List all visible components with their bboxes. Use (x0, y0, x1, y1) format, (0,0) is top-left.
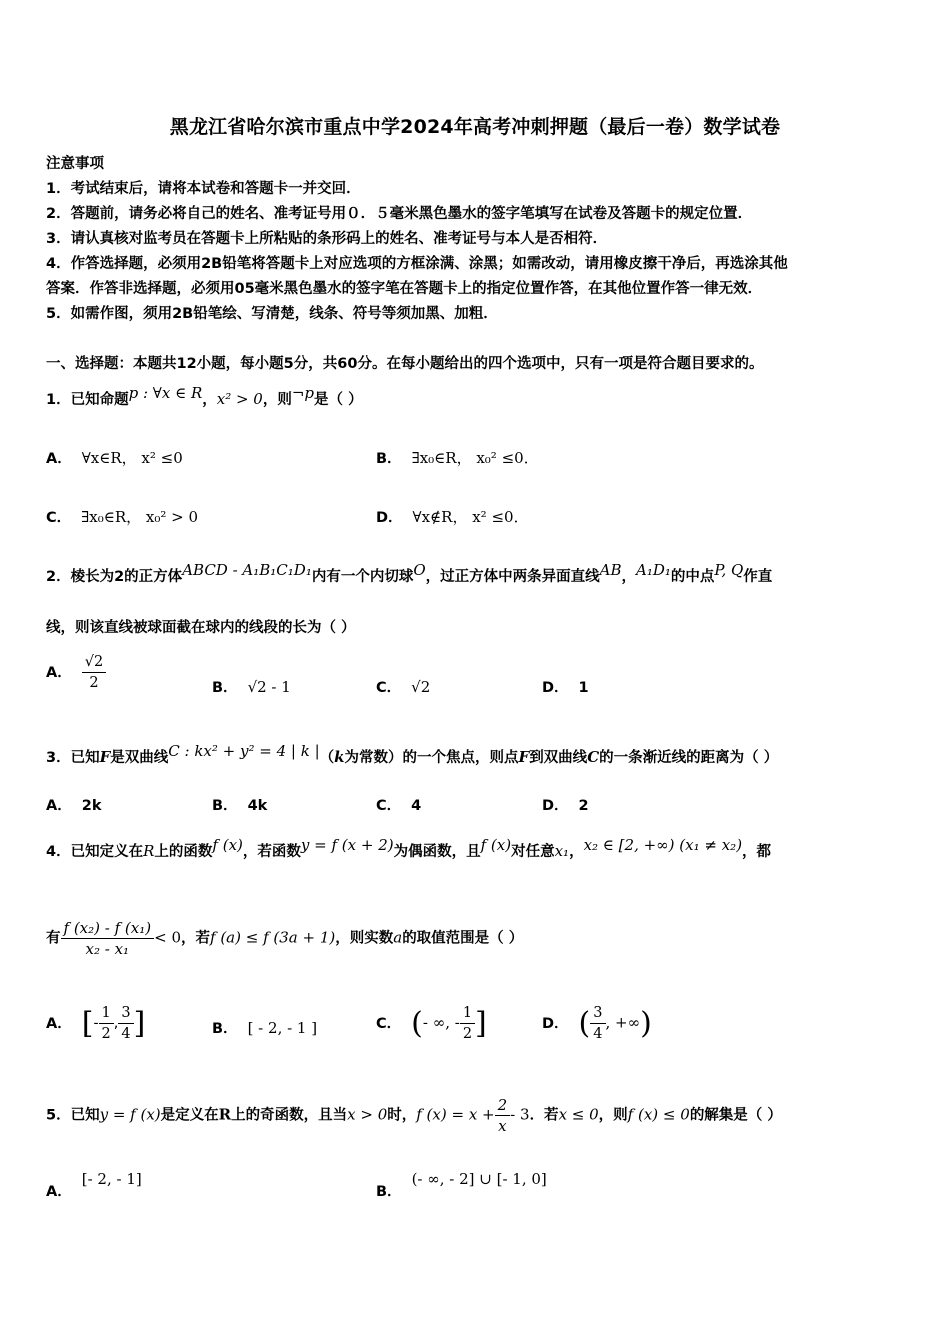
question-4-line-2: 有 $\frac{\text{f (x₂) - f (x₁)}}{\text{x₂ - x₁}}$ < 0，若f (a) ≤ f (3a + 1)，则实数a的取值范围是（ ） (46, 919, 524, 958)
q1-option-d: D． ∀x∉R， x² ≤0． (376, 508, 529, 526)
q4-option-a: A． [- $\frac{1}{2}$ , $\frac{3}{4}$ ] (46, 1005, 146, 1042)
notice-item-4-cont: 答案．作答非选择题，必须用05毫米黑色墨水的签字笔在答题卡上的指定位置作答，在其他位置作答一律无效． (46, 281, 763, 297)
q2-option-a: A． $\frac{√2}{2}$ (46, 652, 106, 693)
q3-option-c: C． 4 (376, 798, 422, 814)
q1-proposition-p: p : ∀x ∈ R (128, 384, 203, 402)
notice-item-3: 3．请认真核对监考员在答题卡上所粘贴的条形码上的姓名、准考证号与本人是否相符． (46, 231, 608, 247)
question-2-line-2: 线，则该直线被球面截在球内的线段的长为（ ） (46, 620, 356, 636)
notice-item-5: 5．如需作图，须用2B铅笔绘、写清楚，线条、符号等须加黑、加粗． (46, 306, 498, 322)
question-4: 4．已知定义在R上的函数f (x)，若函数y = f (x + 2)为偶函数，且f (x)对任意x₁，x₂ ∈ [2, +∞) (x₁ ≠ x₂)，都 (46, 836, 772, 860)
q3-option-a: A． 2k (46, 798, 102, 814)
q4-option-b: B． [ - 2, - 1 ] (212, 1019, 318, 1037)
notice-item-4: 4．作答选择题，必须用2B铅笔将答题卡上对应选项的方框涂满、涂黑；如需改动，请用橡皮擦干净后，再选涂其他 (46, 256, 788, 272)
notice-item-1: 1．考试结束后，请将本试卷和答题卡一并交回． (46, 181, 361, 197)
notice-item-2: 2．答题前，请务必将自己的姓名、准考证号用０．５毫米黑色墨水的签字笔填写在试卷及答题卡的规定位置． (46, 206, 753, 222)
question-5: 5．已知y = f (x)是定义在R上的奇函数，且当x > 0时，f (x) = x + $\frac{2}{x}$ - 3．若x ≤ 0，则f (x) ≤ 0的解集是（ ） (46, 1096, 782, 1135)
notice-heading: 注意事项 (46, 156, 104, 172)
q1-option-b: B． ∃x₀∈R， x₀² ≤0． (376, 449, 539, 467)
q2-option-c: C． √2 (376, 678, 431, 696)
question-3: 3．已知F是双曲线C : kx² + y² = 4 | k |（k为常数）的一个焦点，则点F到双曲线C的一条渐近线的距离为（ ） (46, 742, 779, 766)
q3-option-b: B． 4k (212, 798, 268, 814)
q5-option-a: A．[- 2, - 1] (46, 1170, 142, 1200)
q4-option-d: D． ( $\frac{3}{4}$ , +∞) (542, 1005, 652, 1042)
q2-option-d: D． 1 (542, 680, 589, 696)
q4-option-c: C． (- ∞, - $\frac{1}{2}$ ] (376, 1005, 487, 1042)
page-title: 黑龙江省哈尔滨市重点中学2024年高考冲刺押题（最后一卷）数学试卷 (169, 116, 781, 138)
q1-option-c: C． ∃x₀∈R， x₀² > 0 (46, 508, 199, 526)
q1-option-a: A． ∀x∈R， x² ≤0 (46, 449, 183, 467)
question-1: 1．已知命题p : ∀x ∈ R，x² > 0，则¬p是（ ） (46, 384, 363, 408)
section-heading: 一、选择题：本题共12小题，每小题5分，共60分。在每小题给出的四个选项中，只有一项是符合题目要求的。 (46, 356, 764, 372)
question-2: 2．棱长为2的正方体ABCD - A₁B₁C₁D₁内有一个内切球O，过正方体中两条异面直线AB，A₁D₁的中点P, Q作直 (46, 561, 773, 585)
q5-option-b: B．(- ∞, - 2] ∪ [- 1, 0] (376, 1170, 547, 1200)
q2-option-b: B． √2 - 1 (212, 678, 291, 696)
q3-option-d: D． 2 (542, 798, 589, 814)
